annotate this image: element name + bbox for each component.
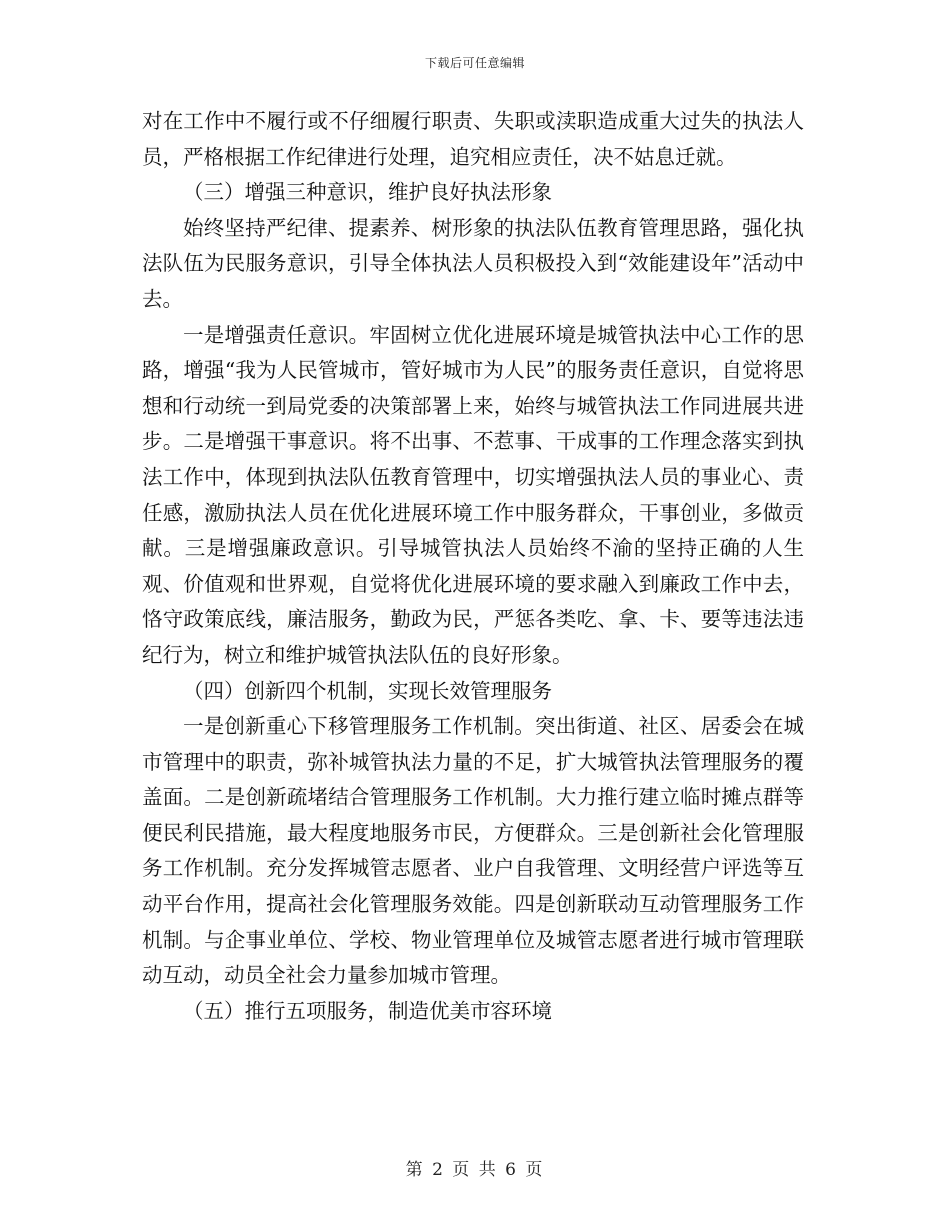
section-heading-four: （四）创新四个机制，实现长效管理服务 xyxy=(183,678,552,703)
page-header-note: 下载后可任意编辑 xyxy=(424,56,525,70)
paragraph: 一是增强责任意识。牢固树立优化进展环境是城管执法中心工作的思路，增强“我为人民管城市，管好城市为人民”的服务责任意识，自觉将思想和行动统一到局党委的决策部署上来，始终与城管执法工作同进展共进步。二是增强干事意识。将不出事、不惹事、干成事的工作理念落实到执法工作中，体现到执法队伍教育管理中，切实增强执法人员的事业心、责任感，激励执法人员在优化进展环境工作中服务群众，干事创业，多做贡献。三是增强廉政意识。引导城管执法人员始终不渝的坚持正确的人生观、价值观和世界观，自觉将优化进展环境的要求融入到廉政工作中去，恪守政策底线，廉洁服务，勤政为民，严惩各类吃、拿、卡、要等违法违纪行为，树立和维护城管执法队伍的良好形象。 xyxy=(142,322,804,667)
document-body xyxy=(142,104,804,1029)
section-heading-five: （五）推行五项服务，制造优美市容环境 xyxy=(183,998,552,1023)
paragraph-continuation: 对在工作中不履行或不仔细履行职责、失职或渎职造成重大过失的执法人员，严格根据工作纪律进行处理，追究相应责任，决不姑息迁就。 xyxy=(142,109,804,169)
paragraph: 始终坚持严纪律、提素养、树形象的执法队伍教育管理思路，强化执法队伍为民服务意识，引导全体执法人员积极投入到“效能建设年”活动中去。 xyxy=(142,215,804,311)
section-heading-three: （三）增强三种意识，维护良好执法形象 xyxy=(183,180,552,205)
paragraph: 一是创新重心下移管理服务工作机制。突出街道、社区、居委会在城市管理中的职责，弥补城管执法力量的不足，扩大城管执法管理服务的覆盖面。二是创新疏堵结合管理服务工作机制。大力推行建立临时摊点群等便民利民措施，最大程度地服务市民，方便群众。三是创新社会化管理服务工作机制。充分发挥城管志愿者、业户自我管理、文明经营户评选等互动平台作用，提高社会化管理服务效能。四是创新联动互动管理服务工作机制。与企事业单位、学校、物业管理单位及城管志愿者进行城市管理联动互动，动员全社会力量参加城市管理。 xyxy=(142,714,804,988)
page-number-footer: 第 2 页 共 6 页 xyxy=(405,1160,545,1180)
